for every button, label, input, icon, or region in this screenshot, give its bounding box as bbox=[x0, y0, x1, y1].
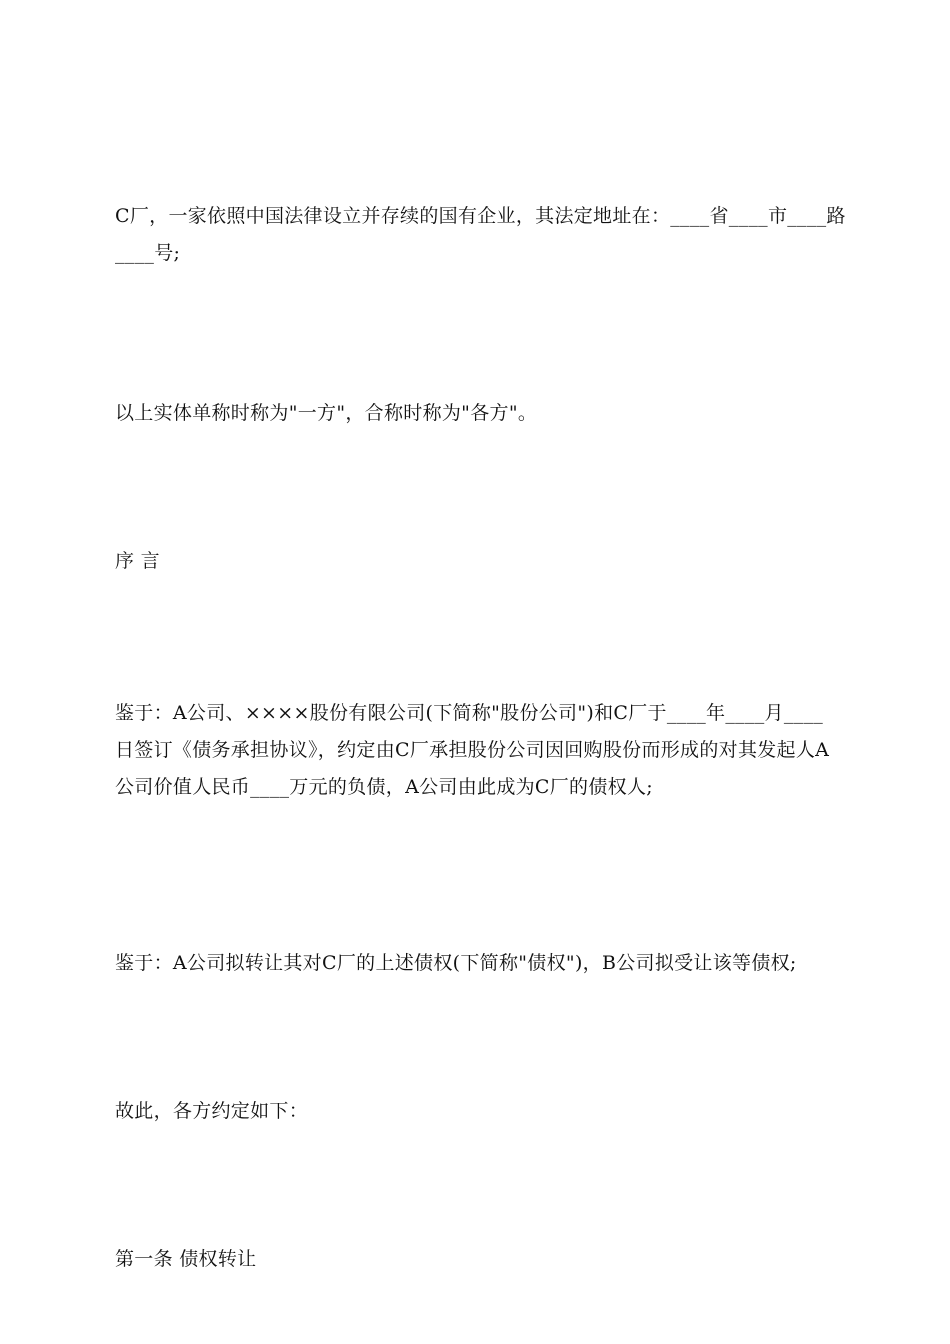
recital-2-paragraph bbox=[115, 945, 840, 982]
recital-2-line: 鉴于：A公司拟转让其对C厂的上述债权(下简称"债权")，B公司拟受让该等债权; bbox=[115, 952, 797, 974]
party-c-line-2: ____号; bbox=[115, 242, 181, 264]
agreement-intro-paragraph bbox=[115, 1093, 840, 1130]
recital-1-paragraph bbox=[115, 695, 840, 806]
recital-1-line-2: 日签订《债务承担协议》，约定由C厂承担股份公司因回购股份而形成的对其发起人A bbox=[115, 739, 830, 761]
recital-1-line-3: 公司价值人民币____万元的负债，A公司由此成为C厂的债权人; bbox=[115, 776, 653, 798]
article-1-heading-text: 第一条 债权转让 bbox=[115, 1248, 257, 1270]
article-1-heading bbox=[115, 1241, 840, 1278]
recital-1-line-1: 鉴于：A公司、××××股份有限公司(下简称"股份公司")和C厂于____年____月____ bbox=[115, 702, 824, 724]
preface-heading bbox=[115, 543, 840, 580]
definitions-line: 以上实体单称时称为"一方"，合称时称为"各方"。 bbox=[115, 402, 538, 424]
party-c-paragraph bbox=[115, 198, 846, 272]
party-c-line-1: C厂，一家依照中国法律设立并存续的国有企业，其法定地址在：____省____市____路 bbox=[115, 205, 846, 227]
definitions-paragraph bbox=[115, 395, 840, 432]
agreement-intro-line: 故此，各方约定如下： bbox=[115, 1100, 309, 1122]
preface-heading-text: 序 言 bbox=[115, 550, 160, 572]
